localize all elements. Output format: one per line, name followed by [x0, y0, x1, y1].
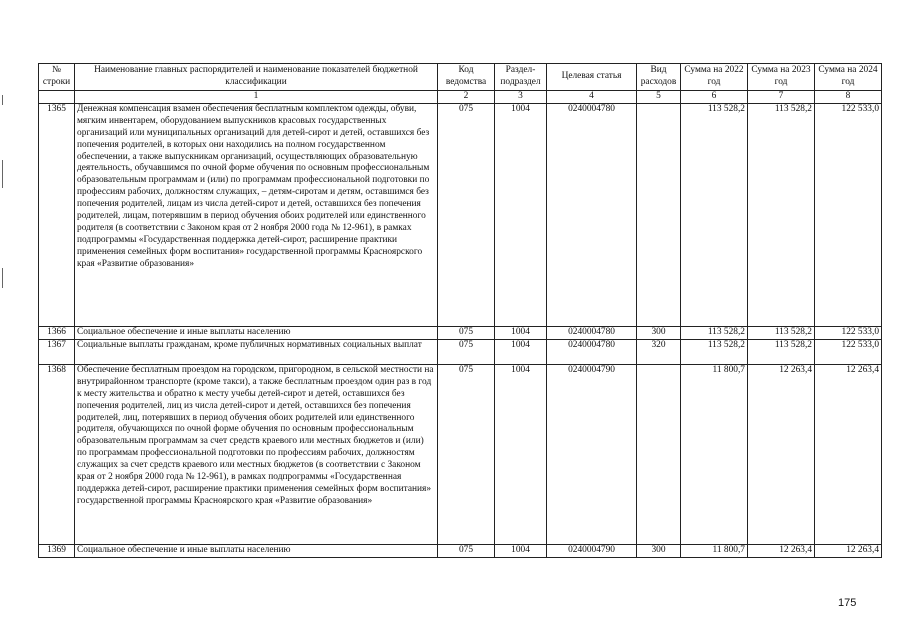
sum-2022: 11 800,7: [681, 544, 748, 557]
column-number: 8: [815, 91, 882, 104]
table-row: [39, 544, 882, 557]
expense-type: [637, 364, 681, 544]
header-line-number: № строки: [39, 64, 75, 91]
budget-table: [38, 63, 882, 558]
section-code: 1004: [495, 326, 547, 339]
table-row: [39, 339, 882, 364]
column-number: 6: [681, 91, 748, 104]
sum-2023: 113 528,2: [748, 326, 815, 339]
target-code: 0240004780: [547, 326, 637, 339]
line-number: 1365: [39, 103, 75, 326]
line-number: 1368: [39, 364, 75, 544]
target-code: 0240004780: [547, 103, 637, 326]
column-number: 3: [495, 91, 547, 104]
item-name: Социальное обеспечение и иные выплаты населению: [75, 326, 438, 339]
column-number: 7: [748, 91, 815, 104]
header-name: Наименование главных распорядителей и наименование показателей бюджетной классификации: [75, 64, 438, 91]
expense-type: [637, 103, 681, 326]
target-code: 0240004790: [547, 544, 637, 557]
target-code: 0240004790: [547, 364, 637, 544]
sum-2023: 113 528,2: [748, 103, 815, 326]
header-dept-code: Код ведомства: [438, 64, 495, 91]
header-sum-2024: Сумма на 2024 год: [815, 64, 882, 91]
section-code: 1004: [495, 544, 547, 557]
expense-type: 300: [637, 326, 681, 339]
sum-2024: 12 263,4: [815, 544, 882, 557]
line-number: 1366: [39, 326, 75, 339]
sum-2022: 113 528,2: [681, 339, 748, 364]
column-number: 1: [75, 91, 438, 104]
table-row: [39, 103, 882, 326]
dept-code: 075: [438, 103, 495, 326]
dept-code: 075: [438, 339, 495, 364]
line-number: 1367: [39, 339, 75, 364]
sum-2023: 113 528,2: [748, 339, 815, 364]
column-number-row: [39, 91, 882, 104]
sum-2024: 122 533,0: [815, 339, 882, 364]
header-sum-2023: Сумма на 2023 год: [748, 64, 815, 91]
table-row: [39, 364, 882, 544]
sum-2022: 113 528,2: [681, 103, 748, 326]
column-number: 5: [637, 91, 681, 104]
sum-2023: 12 263,4: [748, 364, 815, 544]
sum-2024: 122 533,0: [815, 103, 882, 326]
dept-code: 075: [438, 326, 495, 339]
header-section: Раздел-подраздел: [495, 64, 547, 91]
dept-code: 075: [438, 364, 495, 544]
section-code: 1004: [495, 339, 547, 364]
page-number: 175: [838, 597, 857, 609]
scan-edge-mark: [2, 268, 3, 288]
scan-edge-mark: [2, 95, 3, 105]
sum-2022: 11 800,7: [681, 364, 748, 544]
section-code: 1004: [495, 364, 547, 544]
column-number: 2: [438, 91, 495, 104]
table-row: [39, 326, 882, 339]
item-name: Социальные выплаты гражданам, кроме публичных нормативных социальных выплат: [75, 339, 438, 364]
sum-2024: 12 263,4: [815, 364, 882, 544]
target-code: 0240004780: [547, 339, 637, 364]
header-row: [39, 64, 882, 91]
dept-code: 075: [438, 544, 495, 557]
sum-2022: 113 528,2: [681, 326, 748, 339]
column-number: [39, 91, 75, 104]
scan-edge-mark: [2, 160, 3, 188]
section-code: 1004: [495, 103, 547, 326]
sum-2024: 122 533,0: [815, 326, 882, 339]
header-sum-2022: Сумма на 2022 год: [681, 64, 748, 91]
header-expense-type: Вид расходов: [637, 64, 681, 91]
expense-type: 300: [637, 544, 681, 557]
sum-2023: 12 263,4: [748, 544, 815, 557]
item-name: Денежная компенсация взамен обеспечения бесплатным комплектом одежды, обуви, мягким инвентарем, оборудованием выпускников красовых государственных организаций или муниципальных организаций для детей-сирот и детей, оставшихся без попечения родителей, в которых они находились на полном государственном обеспечении, а также выпускникам организаций, осуществляющих образовательную деятельность, обучавшимся по очной форме обучения по основным профессиональным образовательным программам и (или) по программам профессиональной подготовки по профессиям рабочих, должностям служащих, – детям-сиротам и детям, оставшимся без попечения родителей, лицам из числа детей-сирот и детей, оставшихся без попечения родителей, лицам, потерявшим в период обучения обоих родителей или единственного родителя (в соответствии с Законом края от 2 ноября 2000 года № 12-961), в рамках подпрограммы «Государственная поддержка детей-сирот, расширение практики применения семейных форм воспитания» государственной программы Красноярского края «Развитие образования»: [75, 103, 438, 326]
item-name: Социальное обеспечение и иные выплаты населению: [75, 544, 438, 557]
line-number: 1369: [39, 544, 75, 557]
item-name: Обеспечение бесплатным проездом на городском, пригородном, в сельской местности на внутрирайонном транспорте (кроме такси), а также бесплатным проездом один раз в год к месту жительства и обратно к месту учебы детей-сирот и детей, оставшихся без попечения родителей, лиц из числа детей-сирот и детей, оставшихся без попечения родителей, лиц, потерявших в период обучения обоих родителей или единственного родителя, обучающихся по очной форме обучения по основным профессиональным образовательным программам за счет средств краевого или местных бюджетов и (или) по программам профессиональной подготовки по профессиям рабочих, должностям служащих за счет средств краевого или местных бюджетов (в соответствии с Законом края от 2 ноября 2000 года № 12-961), в рамках подпрограммы «Государственная поддержка детей-сирот, расширение практики применения семейных форм воспитания» государственной программы Красноярского края «Развитие образования»: [75, 364, 438, 544]
expense-type: 320: [637, 339, 681, 364]
header-target: Целевая статья: [547, 64, 637, 91]
column-number: 4: [547, 91, 637, 104]
